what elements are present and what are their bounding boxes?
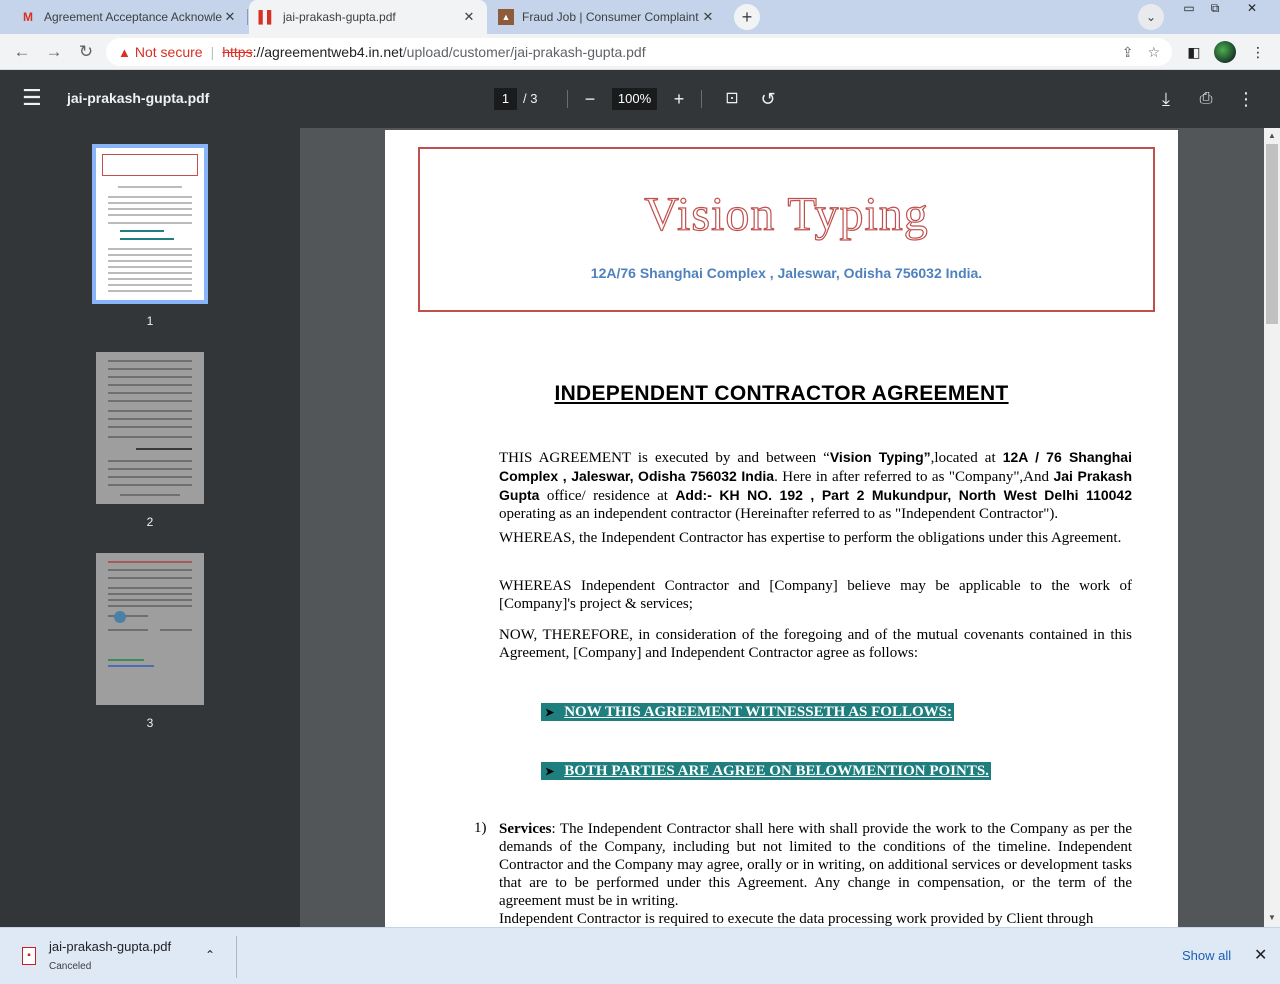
tab-title: jai-prakash-gupta.pdf [283,10,396,24]
agreement-paragraph-2: WHEREAS, the Independent Contractor has expertise to perform the obligations under this Agreement. [499,530,1122,546]
tab-gmail[interactable] [10,0,248,34]
page-thumbnail-3[interactable] [96,553,204,705]
close-tab-icon[interactable]: ✕ [463,9,475,24]
chevron-up-icon[interactable]: ⌃ [205,948,216,962]
thumbnail-line [108,214,192,216]
address-bar-row [0,34,1280,70]
thumbnail-label: 2 [146,515,154,529]
close-window-icon[interactable]: ✕ [1246,1,1258,15]
page-thumbnail-1[interactable] [96,148,204,300]
url-actions [1122,38,1160,66]
thumbnail-line [108,254,192,256]
scroll-down-icon[interactable]: ▼ [1268,913,1276,922]
thumbnail-line [108,587,192,589]
tab-title: Agreement Acceptance Acknowle [44,10,222,24]
tab-fraud-job[interactable] [488,0,726,34]
thumbnail-label: 1 [146,314,154,328]
tab-title: Fraud Job | Consumer Complaint [522,10,699,24]
scrollbar-thumb[interactable] [1266,144,1278,324]
tab-strip [0,0,1280,34]
thumbnail-line [108,629,148,631]
text-run: . Here in after referred to as "Company",And [774,469,1054,485]
services-clause [499,820,1132,910]
new-tab-button[interactable]: + [734,4,760,30]
thumbnail-line [108,426,192,428]
text-run-bold: Add:- KH NO. 192 , Part 2 Mukundpur, North West Delhi 110042 [675,487,1132,503]
thumbnail-line [108,376,192,378]
thumbnail-seal-icon [114,611,126,623]
thumbnail-label: 3 [146,716,154,730]
pdf-file-icon: ▪ [22,947,36,965]
site-icon: ▲ [498,9,514,25]
more-options-icon[interactable]: ⋮ [1237,89,1255,109]
thumbnail-line [108,605,192,607]
text-run-bold: Vision Typing” [829,449,931,465]
tab-search-icon[interactable]: ⌄ [1138,4,1164,30]
zoom-in-icon[interactable]: + [673,89,685,109]
thumbnail-line [108,436,192,438]
fit-page-icon[interactable]: ⊡ [725,90,739,107]
thumbnail-line [108,593,192,595]
toolbar-divider [567,90,568,108]
text-run: THIS AGREEMENT is executed by and between “ [499,450,830,466]
thumbnail-line [108,208,192,210]
thumbnail-line [108,410,192,412]
witnesseth-banner [541,703,954,721]
close-tab-icon[interactable]: ✕ [224,9,236,24]
agreement-paragraph-1 [499,448,1132,523]
toolbar-divider [701,90,702,108]
zoom-out-icon[interactable]: − [584,89,596,109]
security-label: Not secure [134,44,203,60]
thumbnail-banner [120,238,174,240]
thumbnail-line [108,665,154,667]
thumbnail-line [160,629,192,631]
thumbnail-line [108,222,192,224]
bookmark-star-icon[interactable]: ☆ [1147,44,1160,60]
zoom-level-input[interactable]: 100% [612,88,657,110]
vertical-scrollbar[interactable] [1264,128,1280,927]
url-divider: | [210,44,215,60]
thumbnail-line [108,460,192,462]
thumbnail-line [108,284,192,286]
url-field[interactable] [106,38,1172,66]
thumbnail-line [108,248,192,250]
thumbnail-line [108,384,192,386]
url-scheme: https [222,44,253,60]
page-number-input[interactable]: 1 [494,88,517,110]
bullet-arrow-icon: ➤ [545,766,555,778]
thumbnail-line [108,202,192,204]
text-run: office/ residence at [539,488,676,504]
letterhead-address: 12A/76 Shanghai Complex , Jaleswar, Odisha 756032 India. [590,265,983,281]
rotate-icon[interactable]: ↺ [760,89,776,109]
thumbnail-line [108,476,192,478]
minimize-icon[interactable]: ▭ [1183,1,1195,15]
profile-avatar[interactable] [1214,41,1236,63]
text-run: operating as an independent contractor (Hereinafter referred to as "Independent Contractor"). [499,506,1059,522]
download-bar [0,927,1280,984]
download-divider [236,936,237,978]
document-title: INDEPENDENT CONTRACTOR AGREEMENT [554,382,1009,405]
share-icon[interactable]: ⇪ [1121,44,1134,60]
clause-heading: Services [499,821,552,837]
thumbnail-line [108,360,192,362]
print-icon[interactable]: ⎙ [1199,90,1213,107]
pdf-icon: ▌▌ [258,10,276,24]
agreement-paragraph-4: NOW, THEREFORE, in consideration of the foregoing and of the mutual covenants contained in this Agreement, [Company] and Independent Contractor agree as follows: [499,627,1132,661]
thumbnail-line [108,260,192,262]
letterhead-brand: Vision Typing [644,188,929,241]
warning-icon: ▲ [118,45,131,60]
thumbnail-line [108,272,192,274]
thumbnail-line [108,368,192,370]
pdf-file-name: jai-prakash-gupta.pdf [67,90,210,106]
parties-banner [541,762,991,780]
thumbnail-line [108,569,192,571]
show-all-link[interactable]: Show all [1182,948,1232,963]
clause-text: : The Independent Contractor shall here with shall provide the work to the Company as per the demands of the Company, including but not limited to the conditions of the timeline. Independent Contractor and the Company may agree, orally or in writing, on additional services or development tasks that are to be performed under this Agreement. Any change in compensation, or the term of the agreement must be in writing. [499,821,1132,909]
download-icon[interactable]: ⤓ [1162,89,1170,109]
thumbnail-line [108,561,192,563]
pdf-toolbar [0,70,1280,128]
text-run-bold: Jai Prakash Gupta [499,468,1133,503]
download-status: Canceled [49,961,92,972]
thumbnail-line [108,418,192,420]
more-vert-icon[interactable]: ⋮ [1251,44,1265,60]
thumbnail-banner [120,230,164,232]
thumbnail-line [118,186,182,188]
gmail-icon: M [23,10,33,24]
text-run-bold: 12A / 76 Shanghai Complex , Jaleswar, Odisha 756032 India [499,449,1132,484]
item-number: 1) [474,820,487,836]
bullet-arrow-icon: ➤ [545,707,555,719]
page-thumbnail-2[interactable] [96,352,204,504]
banner-text: BOTH PARTIES ARE AGREE ON BELOWMENTION POINTS. [564,763,989,779]
thumbnail-header-box [102,154,198,176]
thumbnail-line [108,400,192,402]
thumbnail-line [108,392,192,394]
thumbnail-sidebar [0,128,300,927]
tab-pdf[interactable] [249,0,487,34]
scroll-up-icon[interactable]: ▲ [1268,131,1276,140]
back-icon[interactable]: ← [13,42,31,61]
page-total: / 3 [523,91,538,106]
thumbnail-line [108,278,192,280]
forward-icon[interactable]: → [45,42,63,61]
menu-icon[interactable]: ☰ [22,85,42,110]
letterhead-box [418,147,1155,312]
thumbnail-line [108,196,192,198]
thumbnail-line [108,599,192,601]
pdf-viewer[interactable] [300,128,1264,927]
thumbnail-line [108,659,144,661]
close-download-bar-icon[interactable]: ✕ [1254,947,1268,964]
thumbnail-line [108,577,192,579]
thumbnail-line [108,484,192,486]
banner-text: NOW THIS AGREEMENT WITNESSETH AS FOLLOWS: [564,704,952,720]
side-panel-icon[interactable]: ◧ [1187,44,1201,60]
thumbnail-line [136,448,192,450]
restore-icon[interactable]: ⧉ [1210,1,1220,15]
url-host: ://agreementweb4.in.net [252,44,403,60]
text-run: ,located at [930,450,1003,466]
thumbnail-line [108,290,192,292]
close-tab-icon[interactable]: ✕ [702,9,714,24]
reload-icon[interactable]: ↻ [78,42,94,61]
thumbnail-line [120,494,180,496]
thumbnail-line [108,266,192,268]
agreement-paragraph-3: WHEREAS Independent Contractor and [Company] believe may be applicable to the work of [Company]'s project & services; [499,578,1132,612]
thumbnail-line [108,468,192,470]
download-file-name[interactable]: jai-prakash-gupta.pdf [49,939,172,954]
pdf-page [385,130,1178,927]
url-path: /upload/customer/jai-prakash-gupta.pdf [402,44,646,60]
services-clause-continued: Independent Contractor is required to execute the data processing work provided by Client through [499,911,1094,927]
